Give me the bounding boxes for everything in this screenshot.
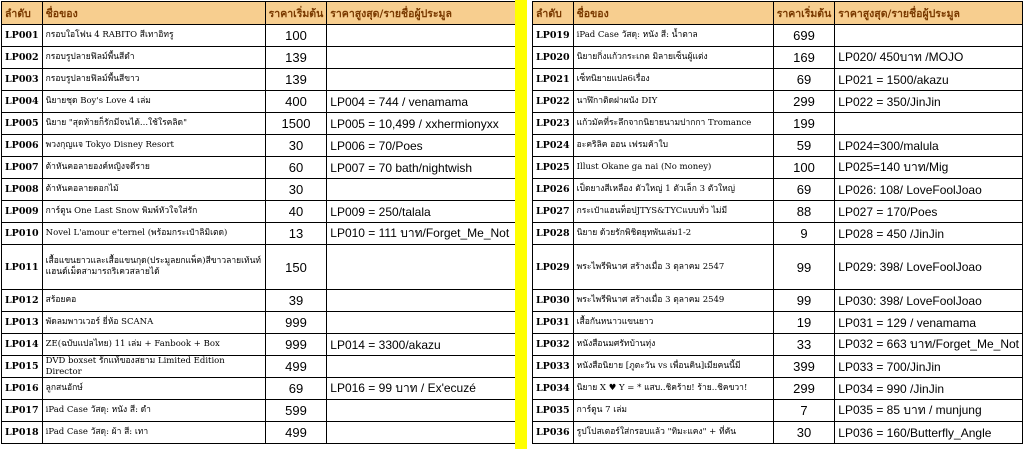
item-name: พระไพรีพินาศ สร้างเมื่อ 3 ตุลาคม 2547: [573, 245, 773, 290]
start-price: 69: [265, 378, 327, 400]
start-price: 88: [773, 201, 835, 223]
table-row: [533, 312, 1023, 334]
table-row: [2, 422, 527, 444]
table-row: [2, 245, 527, 290]
item-name: พระไพรีพินาศ สร้างเมื่อ 3 ตุลาคม 2549: [573, 290, 773, 312]
header-start-price: ราคาเริ่มต้น: [773, 2, 835, 25]
max-bid: [327, 290, 527, 312]
item-code: LP024: [533, 135, 574, 157]
table-row: [533, 378, 1023, 400]
start-price: 100: [265, 25, 327, 47]
start-price: 169: [773, 47, 835, 69]
item-name: กรอบรูปลายฟิลม์พื้นสีดำ: [42, 47, 265, 69]
table-row: [2, 334, 527, 356]
item-code: LP023: [533, 113, 574, 135]
item-code: LP029: [533, 245, 574, 290]
item-code: LP019: [533, 25, 574, 47]
header-name: ชื่อของ: [42, 2, 265, 25]
table-row: [533, 422, 1023, 444]
table-row: [2, 290, 527, 312]
item-name: DVD boxset รักแท้ของสยาม Limited Edition Director: [42, 356, 265, 378]
table-row: [533, 91, 1023, 113]
start-price: 69: [773, 69, 835, 91]
item-code: LP014: [2, 334, 43, 356]
max-bid: LP020/ 450บาท /MOJO: [835, 47, 1023, 69]
item-code: LP026: [533, 179, 574, 201]
item-name: iPad Case วัสดุ: หนัง สี: ดำ: [42, 400, 265, 422]
start-price: 99: [773, 245, 835, 290]
table-row: [2, 400, 527, 422]
start-price: 199: [773, 113, 835, 135]
table-row: [533, 69, 1023, 91]
item-code: LP015: [2, 356, 43, 378]
max-bid: LP021 = 1500/akazu: [835, 69, 1023, 91]
header-code: ลำดับ: [533, 2, 574, 25]
item-name: ลูกสนอักษ์: [42, 378, 265, 400]
item-code: LP008: [2, 179, 43, 201]
table-row: [533, 113, 1023, 135]
max-bid: [327, 179, 527, 201]
item-code: LP009: [2, 201, 43, 223]
item-name: กรอบรูปลายฟิลม์พื้นสีขาว: [42, 69, 265, 91]
table-row: [533, 135, 1023, 157]
table-row: [533, 400, 1023, 422]
start-price: 40: [265, 201, 327, 223]
max-bid: LP030: 398/ LoveFoolJoao: [835, 290, 1023, 312]
start-price: 1500: [265, 113, 327, 135]
start-price: 999: [265, 312, 327, 334]
start-price: 39: [265, 290, 327, 312]
item-code: LP035: [533, 400, 574, 422]
start-price: 13: [265, 223, 327, 245]
max-bid: [327, 422, 527, 444]
start-price: 99: [773, 290, 835, 312]
start-price: 139: [265, 69, 327, 91]
item-code: LP027: [533, 201, 574, 223]
start-price: 59: [773, 135, 835, 157]
max-bid: [327, 356, 527, 378]
item-code: LP017: [2, 400, 43, 422]
max-bid: [835, 113, 1023, 135]
item-code: LP022: [533, 91, 574, 113]
table-row: [533, 179, 1023, 201]
item-name: อะคริลิค ออน เฟรมค้าใบ: [573, 135, 773, 157]
item-name: การ์ตูน 7 เล่ม: [573, 400, 773, 422]
start-price: 19: [773, 312, 835, 334]
start-price: 599: [265, 400, 327, 422]
table-row: [533, 201, 1023, 223]
table-row: [2, 312, 527, 334]
max-bid: LP010 = 111 บาท/Forget_Me_Not: [327, 223, 527, 245]
max-bid: LP004 = 744 / venamama: [327, 91, 527, 113]
start-price: 60: [265, 157, 327, 179]
start-price: 299: [773, 91, 835, 113]
header-max-bid: ราคาสูงสุด/รายชื่อผู้ประมูล: [327, 2, 527, 25]
table-row: [2, 135, 527, 157]
max-bid: [327, 25, 527, 47]
item-name: Novel L'amour e'ternel (พร้อมกระเป๋าลิมิเตด): [42, 223, 265, 245]
start-price: 150: [265, 245, 327, 290]
max-bid: LP032 = 663 บาท/Forget_Me_Not: [835, 334, 1023, 356]
max-bid: LP009 = 250/talala: [327, 201, 527, 223]
table-row: [2, 356, 527, 378]
item-code: LP034: [533, 378, 574, 400]
header-max-bid: ราคาสูงสุด/รายชื่อผู้ประมูล: [835, 2, 1023, 25]
table-row: [533, 47, 1023, 69]
max-bid: [327, 69, 527, 91]
item-code: LP003: [2, 69, 43, 91]
item-code: LP011: [2, 245, 43, 290]
item-code: LP033: [533, 356, 574, 378]
item-name: หนังสือนมศรัทบ้านทุ่ง: [573, 334, 773, 356]
table-row: [533, 290, 1023, 312]
max-bid: LP024=300/malula: [835, 135, 1023, 157]
table-row: [2, 91, 527, 113]
table-row: [2, 378, 527, 400]
start-price: 30: [265, 179, 327, 201]
start-price: 30: [265, 135, 327, 157]
item-name: iPad Case วัสดุ: ผ้า สี: เทา: [42, 422, 265, 444]
item-name: นิยายชุด Boy's Love 4 เล่ม: [42, 91, 265, 113]
item-name: iPad Case วัสดุ: หนัง สี: น้ำตาล: [573, 25, 773, 47]
max-bid: LP035 = 85 บาท / munjung: [835, 400, 1023, 422]
start-price: 999: [265, 334, 327, 356]
max-bid: [327, 312, 527, 334]
header-start-price: ราคาเริ่มต้น: [265, 2, 327, 25]
item-name: พวงกุญแจ Tokyo Disney Resort: [42, 135, 265, 157]
start-price: 7: [773, 400, 835, 422]
item-name: แก้วมัคที่ระลึกจากนิยายนามปากกา Tromance: [573, 113, 773, 135]
item-name: เสื้อกันหนาวแขนยาว: [573, 312, 773, 334]
start-price: 30: [773, 422, 835, 444]
item-code: LP016: [2, 378, 43, 400]
start-price: 499: [265, 356, 327, 378]
item-name: เป็ดยางสีเหลือง ตัวใหญ่ 1 ตัวเล็ก 3 ตัวใหญ่: [573, 179, 773, 201]
table-row: [2, 69, 527, 91]
item-name: การ์ตูน One Last Snow พิมพ์หัวใจใส่รัก: [42, 201, 265, 223]
item-code: LP005: [2, 113, 43, 135]
item-code: LP028: [533, 223, 574, 245]
start-price: 400: [265, 91, 327, 113]
item-code: LP030: [533, 290, 574, 312]
max-bid: LP026: 108/ LoveFoolJoao: [835, 179, 1023, 201]
table-row: [533, 334, 1023, 356]
max-bid: LP034 = 990 /JinJin: [835, 378, 1023, 400]
max-bid: LP036 = 160/Butterfly_Angle: [835, 422, 1023, 444]
max-bid: LP016 = 99 บาท / Ex'ecuzé: [327, 378, 527, 400]
item-code: LP002: [2, 47, 43, 69]
max-bid: LP033 = 700/JinJin: [835, 356, 1023, 378]
max-bid: LP006 = 70/Poes: [327, 135, 527, 157]
left-auction-table: [1, 1, 527, 444]
header-name: ชื่อของ: [573, 2, 773, 25]
max-bid: LP027 = 170/Poes: [835, 201, 1023, 223]
max-bid: [327, 47, 527, 69]
item-code: LP006: [2, 135, 43, 157]
max-bid: [327, 245, 527, 290]
max-bid: [327, 400, 527, 422]
max-bid: LP014 = 3300/akazu: [327, 334, 527, 356]
item-code: LP036: [533, 422, 574, 444]
item-name: นาฬิกาติดฝาผนัง DIY: [573, 91, 773, 113]
table-row: [2, 113, 527, 135]
item-name: กรอบใอโฟน 4 RABITO สีเทาอิทรู: [42, 25, 265, 47]
item-name: นิยายกิ่งแก้วกระเกต มิลายเซ็นผู้แต่ง: [573, 47, 773, 69]
table-row: [533, 223, 1023, 245]
start-price: 699: [773, 25, 835, 47]
item-name: นิยาย ด้วยรักพิชิตยุทพันเล่ม1-2: [573, 223, 773, 245]
item-code: LP021: [533, 69, 574, 91]
max-bid: LP029: 398/ LoveFoolJoao: [835, 245, 1023, 290]
table-row: [2, 25, 527, 47]
item-code: LP020: [533, 47, 574, 69]
item-name: สร้อยคอ: [42, 290, 265, 312]
item-code: LP007: [2, 157, 43, 179]
max-bid: LP022 = 350/JinJin: [835, 91, 1023, 113]
item-code: LP032: [533, 334, 574, 356]
start-price: 499: [265, 422, 327, 444]
table-row: [2, 201, 527, 223]
start-price: 9: [773, 223, 835, 245]
item-name: นิยาย "สุดท้ายก็รักมีจนได้...ใช้ใรคลิด": [42, 113, 265, 135]
table-row: [2, 157, 527, 179]
header-row: [2, 2, 527, 25]
item-code: LP004: [2, 91, 43, 113]
yellow-divider: [515, 0, 527, 449]
item-name: กระเป๋าแฮนท็อปJTYS&TYCแบบทั่ว ไม่มี: [573, 201, 773, 223]
item-name: เซ็ทนิยายแปล6เรื่อง: [573, 69, 773, 91]
table-row: [533, 245, 1023, 290]
start-price: 299: [773, 378, 835, 400]
max-bid: LP028 = 450 /JinJin: [835, 223, 1023, 245]
item-code: LP012: [2, 290, 43, 312]
item-name: นิยาย X ♥ Y = * แสบ..ชิคร้าย! ร้าย..ชิคขวา!: [573, 378, 773, 400]
table-row: [2, 223, 527, 245]
item-code: LP010: [2, 223, 43, 245]
start-price: 399: [773, 356, 835, 378]
max-bid: LP005 = 10,499 / xxhermionyxx: [327, 113, 527, 135]
item-name: Illust Okane ga nai (No money): [573, 157, 773, 179]
start-price: 33: [773, 334, 835, 356]
item-code: LP025: [533, 157, 574, 179]
max-bid: [835, 25, 1023, 47]
table-row: [2, 179, 527, 201]
item-code: LP013: [2, 312, 43, 334]
table-row: [533, 157, 1023, 179]
start-price: 139: [265, 47, 327, 69]
item-name: ต้าหันคอลายองค์หญิงจดีราย: [42, 157, 265, 179]
max-bid: LP007 = 70 bath/nightwish: [327, 157, 527, 179]
item-name: ZE(ฉบับแปลไทย) 11 เล่ม + Fanbook + Box: [42, 334, 265, 356]
item-code: LP031: [533, 312, 574, 334]
item-name: ต้าหันคอลายดอกไม้: [42, 179, 265, 201]
item-code: LP001: [2, 25, 43, 47]
right-auction-table: [532, 1, 1023, 444]
item-name: หนังสือนิยาย [ภูตะวัน vs เพื่อนคิน]เมียคนนี้มี: [573, 356, 773, 378]
item-name: พัดลมพาวเวอร์ ยี่ห้อ SCANA: [42, 312, 265, 334]
item-name: รูปโปสเตอร์ใส่กรอบแล้ว "ทิมะแคง" + ที่คัน: [573, 422, 773, 444]
start-price: 69: [773, 179, 835, 201]
table-row: [533, 25, 1023, 47]
start-price: 100: [773, 157, 835, 179]
max-bid: LP031 = 129 / venamama: [835, 312, 1023, 334]
item-code: LP018: [2, 422, 43, 444]
header-code: ลำดับ: [2, 2, 43, 25]
table-row: [533, 356, 1023, 378]
item-name: เสื้อแขนยาวและเสื้อแขนกุด(ประมูลยกแพ็ค)สีขาวลายเท้นท์แฮนด์เม็ดสามารถริเควสลายได้: [42, 245, 265, 290]
header-row: [533, 2, 1023, 25]
table-row: [2, 47, 527, 69]
max-bid: LP025=140 บาท/Mig: [835, 157, 1023, 179]
